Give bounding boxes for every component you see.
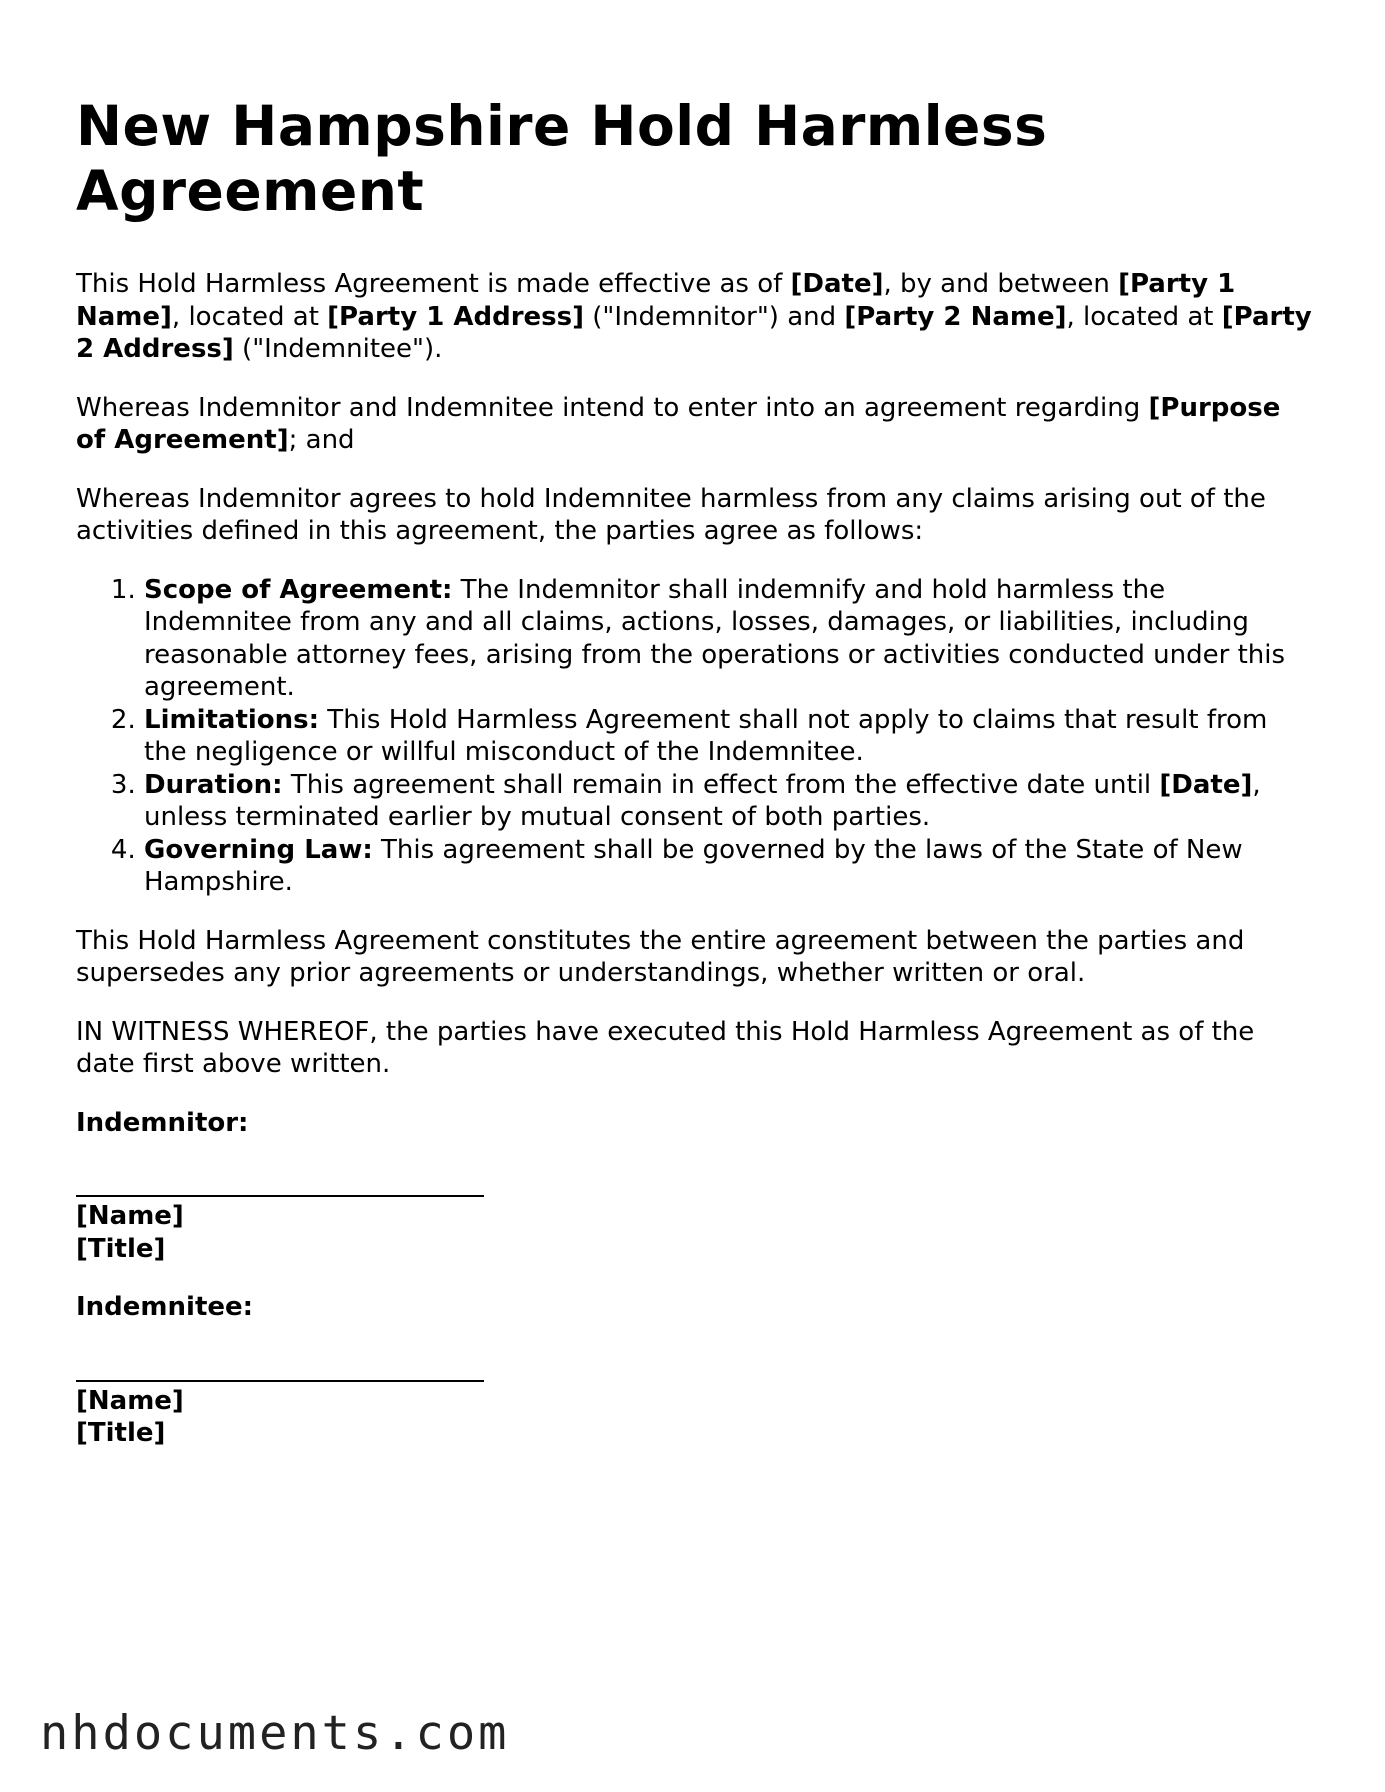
clause-heading: Governing Law: [144,834,373,865]
party1-address-placeholder: [Party 1 Address] [327,301,584,332]
clause-text: This Hold Harmless Agreement shall not apply to claims that result from the negligence or willful misconduct of the Indemnitee. [144,704,1268,767]
intro-text-3: , located at [171,301,328,332]
clause-item [144,574,1316,704]
whereas-paragraph-1 [76,392,1316,457]
witness-paragraph: IN WITNESS WHEREOF, the parties have executed this Hold Harmless Agreement as of the date first above written. [76,1016,1255,1079]
clauses-list [76,574,1316,899]
clause-heading: Duration: [144,769,283,800]
end-date-placeholder: [Date] [1159,769,1253,800]
intro-text-2: , by and between [883,269,1119,299]
site-watermark: nhdocuments.com [40,1706,510,1761]
clause-text: This agreement shall remain in effect from the effective date until [282,769,1160,800]
clause-item [144,769,1316,834]
signature-heading: Indemnitor: [76,1107,249,1138]
clause-heading: Scope of Agreement: [144,574,453,605]
document-page [76,94,1316,1450]
signature-block-indemnitor [76,1107,1316,1266]
intro-text-4: ("Indemnitor") and [584,301,845,332]
entire-agreement-paragraph: This Hold Harmless Agreement constitutes the entire agreement between the parties and supersedes any prior agreements or understandings, whether written or oral. [76,925,1245,988]
intro-text-6: ("Indemnitee"). [233,334,443,364]
effective-date-placeholder: [Date] [790,269,884,299]
signature-line [76,1195,484,1197]
clause-text: This agreement shall be governed by the laws of the State of New Hampshire. [144,834,1243,897]
clause-item [144,704,1316,769]
party1-name-placeholder: [Party 1 Name] [76,269,1236,332]
purpose-placeholder: [Purpose of Agreement] [76,392,1281,455]
signature-title: [Title] [76,1418,166,1448]
whereas1-text-1: Whereas Indemnitor and Indemnitee intend to enter into an agreement regarding [76,392,1149,423]
party2-name-placeholder: [Party 2 Name] [844,301,1067,332]
party2-address-placeholder: [Party 2 Address] [76,301,1312,364]
clause-text-continued: , unless terminated earlier by mutual consent of both parties. [144,769,1261,832]
clause-text: The Indemnitor shall indemnify and hold harmless the Indemnitee from any and all claims, actions, losses, damages, or liabilities, including reasonable attorney fees, arising from the operations or activities conducted under this agreement. [144,574,1286,702]
signature-heading: Indemnitee: [76,1292,254,1322]
signature-name: [Name] [76,1385,184,1416]
whereas-paragraph-2: Whereas Indemnitor agrees to hold Indemnitee harmless from any claims arising out of the activities defined in this agreement, the parties agree as follows: [76,483,1266,546]
signature-line [76,1380,484,1382]
signature-spacer [76,1265,1316,1291]
whereas1-text-2: ; and [288,425,355,455]
signature-title: [Title] [76,1233,166,1264]
intro-text-5: , located at [1066,301,1222,332]
intro-paragraph [76,268,1316,366]
signature-block-indemnitee [76,1291,1316,1450]
clause-item [144,834,1316,899]
signature-name: [Name] [76,1201,184,1231]
document-title: New Hampshire Hold Harmless Agreement [76,94,1048,223]
clause-heading: Limitations: [144,704,320,735]
intro-text-1: This Hold Harmless Agreement is made effective as of [76,269,791,299]
